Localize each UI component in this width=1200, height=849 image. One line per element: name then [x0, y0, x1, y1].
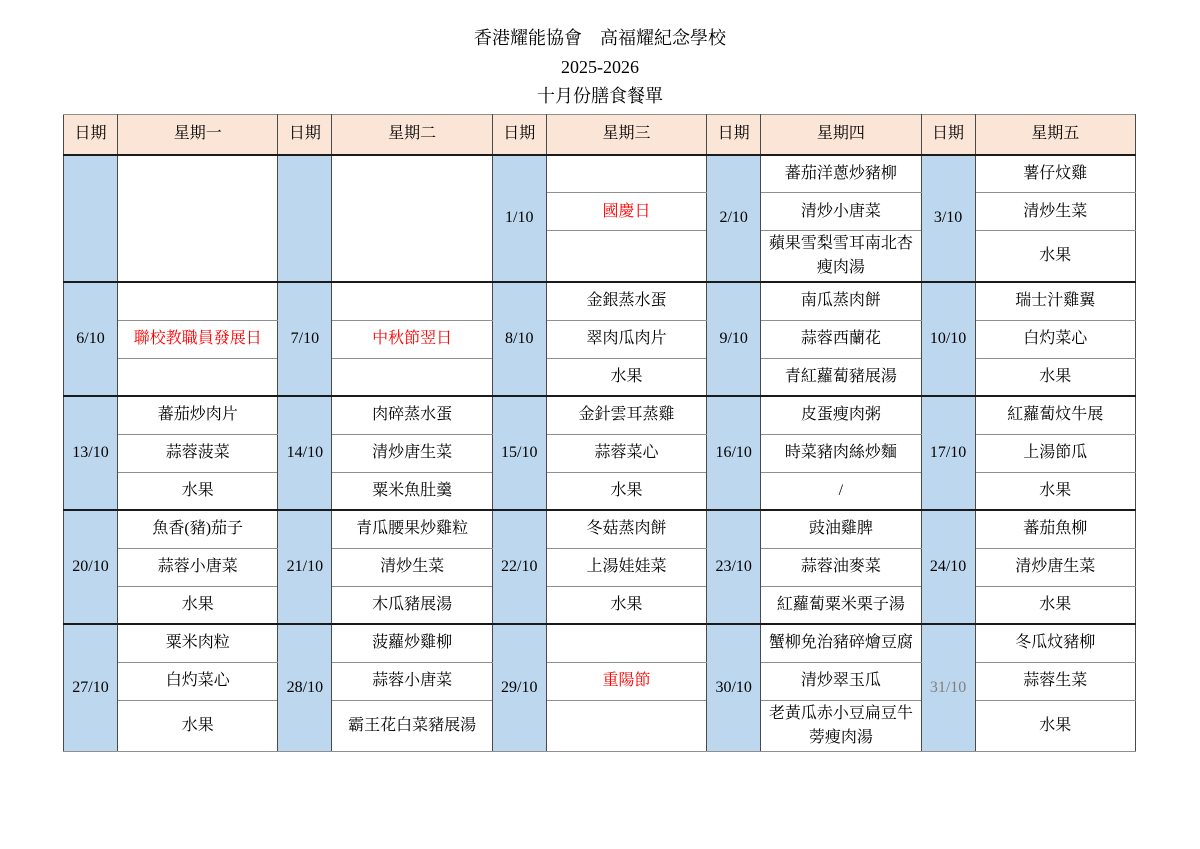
school-name: 香港耀能協會 高福耀紀念學校: [474, 28, 726, 48]
date-cell: 6/10: [64, 282, 118, 396]
menu-item-cell: 水果: [975, 586, 1135, 624]
empty-menu-cell: [546, 700, 706, 751]
menu-item-cell: 青紅蘿蔔豬展湯: [761, 358, 921, 396]
empty-menu-cell: [546, 624, 706, 662]
week-row-group: [64, 624, 1136, 751]
menu-table: [63, 114, 1136, 752]
menu-item-cell: 南瓜蒸肉餅: [761, 282, 921, 320]
menu-item-cell: 肉碎蒸水蛋: [332, 396, 492, 434]
date-cell: 21/10: [278, 510, 332, 624]
menu-item-cell: 冬菇蒸肉餅: [546, 510, 706, 548]
header-cell-date: 日期: [707, 115, 761, 155]
year-range: 2025-2026: [561, 57, 639, 77]
menu-item-cell: 清炒生菜: [975, 193, 1135, 231]
menu-item-cell: 水果: [118, 586, 278, 624]
menu-item-cell: 清炒翠玉瓜: [761, 662, 921, 700]
empty-menu-cell: [118, 282, 278, 320]
menu-month-title: 十月份膳食餐單: [537, 86, 663, 106]
date-cell: 2/10: [707, 155, 761, 283]
date-cell: 3/10: [921, 155, 975, 283]
menu-item-cell: 水果: [546, 472, 706, 510]
menu-item-cell: 水果: [975, 700, 1135, 751]
table-row: [64, 434, 1136, 472]
date-cell: 30/10: [707, 624, 761, 751]
date-cell: 28/10: [278, 624, 332, 751]
date-cell: 20/10: [64, 510, 118, 624]
date-cell: 17/10: [921, 396, 975, 510]
menu-item-cell: 粟米肉粒: [118, 624, 278, 662]
date-cell: 7/10: [278, 282, 332, 396]
date-cell: 14/10: [278, 396, 332, 510]
table-row: [64, 396, 1136, 434]
date-cell: 16/10: [707, 396, 761, 510]
date-cell: 24/10: [921, 510, 975, 624]
header-cell-weekday: 星期三: [546, 115, 706, 155]
menu-item-cell: 薯仔炆雞: [975, 155, 1135, 193]
date-cell: [64, 155, 118, 283]
menu-item-cell: 金針雲耳蒸雞: [546, 396, 706, 434]
menu-item-cell: 蕃茄炒肉片: [118, 396, 278, 434]
week-row-group: [64, 155, 1136, 283]
week-row-group: [64, 396, 1136, 510]
menu-item-cell: 菠蘿炒雞柳: [332, 624, 492, 662]
menu-item-cell: 上湯節瓜: [975, 434, 1135, 472]
table-row: [64, 510, 1136, 548]
menu-item-cell: 霸王花白菜豬展湯: [332, 700, 492, 751]
empty-menu-cell: [118, 155, 278, 283]
header-cell-date: 日期: [492, 115, 546, 155]
date-cell: 10/10: [921, 282, 975, 396]
empty-menu-cell: [546, 231, 706, 283]
menu-item-cell: 老黃瓜赤小豆扁豆牛蒡瘦肉湯: [761, 700, 921, 751]
header-cell-date: 日期: [64, 115, 118, 155]
menu-item-cell: 蒜蓉小唐菜: [118, 548, 278, 586]
week-row-group: [64, 510, 1136, 624]
menu-item-cell: 蟹柳免治豬碎燴豆腐: [761, 624, 921, 662]
menu-item-cell: 清炒小唐菜: [761, 193, 921, 231]
date-cell: 29/10: [492, 624, 546, 751]
menu-item-cell: 蒜蓉小唐菜: [332, 662, 492, 700]
menu-item-cell: 木瓜豬展湯: [332, 586, 492, 624]
date-cell: [278, 155, 332, 283]
header-cell-weekday: 星期四: [761, 115, 921, 155]
menu-item-cell: 粟米魚肚羹: [332, 472, 492, 510]
date-cell: 23/10: [707, 510, 761, 624]
menu-item-cell: 蘋果雪梨雪耳南北杏瘦肉湯: [761, 231, 921, 283]
document-header: [0, 0, 1200, 111]
header-cell-weekday: 星期一: [118, 115, 278, 155]
empty-menu-cell: [332, 282, 492, 320]
menu-item-cell: 蕃茄魚柳: [975, 510, 1135, 548]
menu-item-cell: 清炒生菜: [332, 548, 492, 586]
menu-item-cell: 蒜蓉西蘭花: [761, 320, 921, 358]
table-row: [64, 358, 1136, 396]
menu-item-cell: 蒜蓉生菜: [975, 662, 1135, 700]
menu-item-cell: 紅蘿蔔粟米栗子湯: [761, 586, 921, 624]
menu-item-cell: 紅蘿蔔炆牛展: [975, 396, 1135, 434]
holiday-cell: 重陽節: [546, 662, 706, 700]
menu-item-cell: 水果: [975, 358, 1135, 396]
date-cell: 1/10: [492, 155, 546, 283]
menu-item-cell: 翠肉瓜肉片: [546, 320, 706, 358]
menu-item-cell: 青瓜腰果炒雞粒: [332, 510, 492, 548]
empty-menu-cell: [332, 358, 492, 396]
menu-item-cell: 蒜蓉油麥菜: [761, 548, 921, 586]
header-cell-weekday: 星期五: [975, 115, 1135, 155]
table-row: [64, 624, 1136, 662]
menu-item-cell: 蒜蓉菠菜: [118, 434, 278, 472]
menu-item-cell: 豉油雞脾: [761, 510, 921, 548]
menu-item-cell: 白灼菜心: [975, 320, 1135, 358]
menu-item-cell: 蕃茄洋蔥炒豬柳: [761, 155, 921, 193]
menu-item-cell: 清炒唐生菜: [332, 434, 492, 472]
table-row: [64, 662, 1136, 700]
date-cell: 31/10: [921, 624, 975, 751]
menu-item-cell: 上湯娃娃菜: [546, 548, 706, 586]
empty-menu-cell: [546, 155, 706, 193]
week-row-group: [64, 282, 1136, 396]
date-cell: 13/10: [64, 396, 118, 510]
holiday-cell: 中秋節翌日: [332, 320, 492, 358]
date-cell: 27/10: [64, 624, 118, 751]
table-row: [64, 472, 1136, 510]
holiday-cell: 國慶日: [546, 193, 706, 231]
menu-item-cell: 皮蛋瘦肉粥: [761, 396, 921, 434]
empty-menu-cell: [332, 155, 492, 283]
menu-item-cell: 水果: [975, 472, 1135, 510]
header-cell-weekday: 星期二: [332, 115, 492, 155]
menu-item-cell: 水果: [546, 358, 706, 396]
menu-item-cell: 清炒唐生菜: [975, 548, 1135, 586]
menu-item-cell: 瑞士汁雞翼: [975, 282, 1135, 320]
header-cell-date: 日期: [921, 115, 975, 155]
menu-item-cell: 白灼菜心: [118, 662, 278, 700]
table-row: [64, 700, 1136, 751]
table-row: [64, 586, 1136, 624]
date-cell: 15/10: [492, 396, 546, 510]
menu-item-cell: /: [761, 472, 921, 510]
empty-menu-cell: [118, 358, 278, 396]
menu-item-cell: 金銀蒸水蛋: [546, 282, 706, 320]
menu-item-cell: 水果: [975, 231, 1135, 283]
table-row: [64, 320, 1136, 358]
table-row: [64, 155, 1136, 193]
table-row: [64, 282, 1136, 320]
table-row: [64, 548, 1136, 586]
menu-item-cell: 水果: [118, 472, 278, 510]
date-cell: 9/10: [707, 282, 761, 396]
menu-item-cell: 水果: [546, 586, 706, 624]
menu-table-header: [64, 115, 1136, 155]
menu-item-cell: 魚香(豬)茄子: [118, 510, 278, 548]
date-cell: 22/10: [492, 510, 546, 624]
menu-item-cell: 水果: [118, 700, 278, 751]
menu-item-cell: 時菜豬肉絲炒麵: [761, 434, 921, 472]
header-cell-date: 日期: [278, 115, 332, 155]
menu-item-cell: 冬瓜炆豬柳: [975, 624, 1135, 662]
date-cell: 8/10: [492, 282, 546, 396]
holiday-cell: 聯校教職員發展日: [118, 320, 278, 358]
menu-item-cell: 蒜蓉菜心: [546, 434, 706, 472]
